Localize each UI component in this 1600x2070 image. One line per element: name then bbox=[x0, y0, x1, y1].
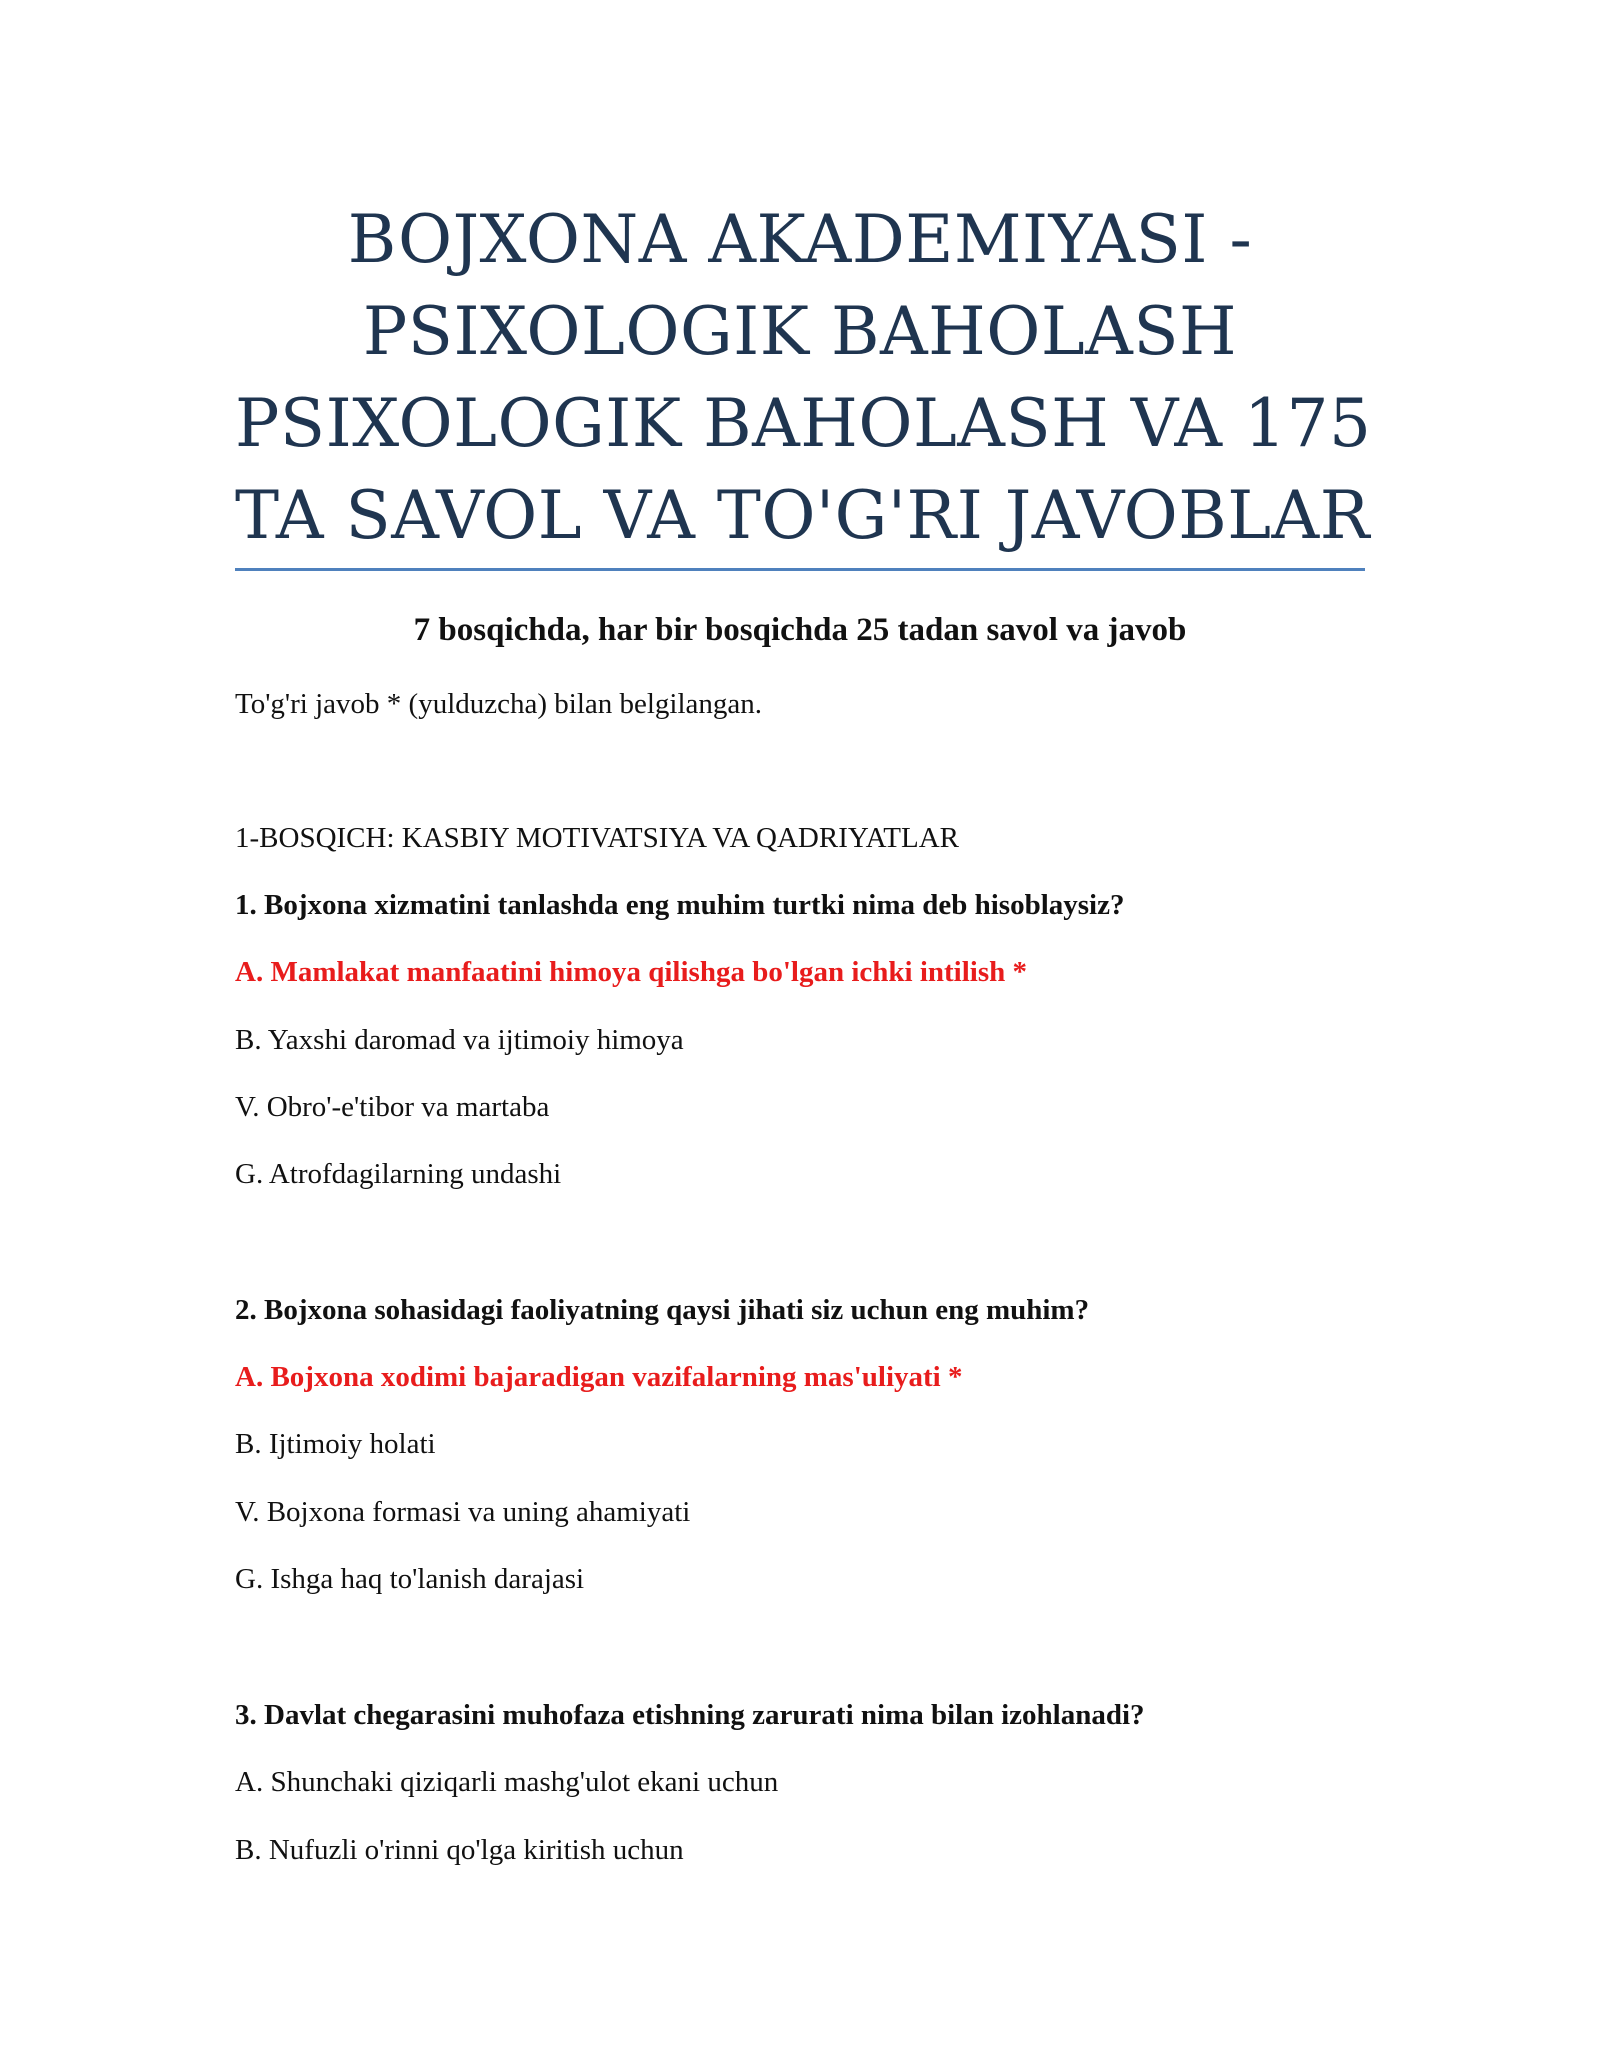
question-2-option-b: B. Ijtimoiy holati bbox=[235, 1428, 436, 1460]
question-2-option-a-correct: A. Bojxona xodimi bajaradigan vazifalarning mas'uliyati * bbox=[235, 1361, 963, 1393]
question-3-option-a: A. Shunchaki qiziqarli mashg'ulot ekani uchun bbox=[235, 1766, 779, 1798]
question-2-option-g: G. Ishga haq to'lanish darajasi bbox=[235, 1563, 585, 1595]
title-line: TA SAVOL VA TO'G'RI JAVOBLAR bbox=[235, 477, 1370, 554]
question-2-option-v: V. Bojxona formasi va uning ahamiyati bbox=[235, 1496, 691, 1528]
document-title bbox=[235, 194, 1372, 562]
question-1-option-v: V. Obro'-e'tibor va martaba bbox=[235, 1091, 550, 1123]
question-1-option-a-correct: A. Mamlakat manfaatini himoya qilishga bo'lgan ichki intilish * bbox=[235, 956, 1028, 988]
section-heading: 1-BOSQICH: KASBIY MOTIVATSIYA VA QADRIYATLAR bbox=[235, 822, 960, 854]
question-3-option-b: B. Nufuzli o'rinni qo'lga kiritish uchun bbox=[235, 1834, 684, 1866]
question-3-text: 3. Davlat chegarasini muhofaza etishning zarurati nima bilan izohlanadi? bbox=[235, 1699, 1145, 1731]
question-1-option-b: B. Yaxshi daromad va ijtimoiy himoya bbox=[235, 1024, 684, 1056]
question-2-text: 2. Bojxona sohasidagi faoliyatning qaysi jihati siz uchun eng muhim? bbox=[235, 1294, 1090, 1326]
answer-key-note: To'g'ri javob * (yulduzcha) bilan belgilangan. bbox=[235, 688, 763, 720]
title-divider bbox=[235, 568, 1365, 571]
title-line: PSIXOLOGIK BAHOLASH bbox=[362, 293, 1238, 370]
title-line: BOJXONA AKADEMIYASI - bbox=[347, 201, 1253, 278]
question-1-option-g: G. Atrofdagilarning undashi bbox=[235, 1158, 562, 1190]
question-1-text: 1. Bojxona xizmatini tanlashda eng muhim turtki nima deb hisoblaysiz? bbox=[235, 889, 1125, 921]
title-line: PSIXOLOGIK BAHOLASH VA 175 bbox=[235, 385, 1372, 462]
document-subtitle: 7 bosqichda, har bir bosqichda 25 tadan savol va javob bbox=[413, 612, 1187, 648]
